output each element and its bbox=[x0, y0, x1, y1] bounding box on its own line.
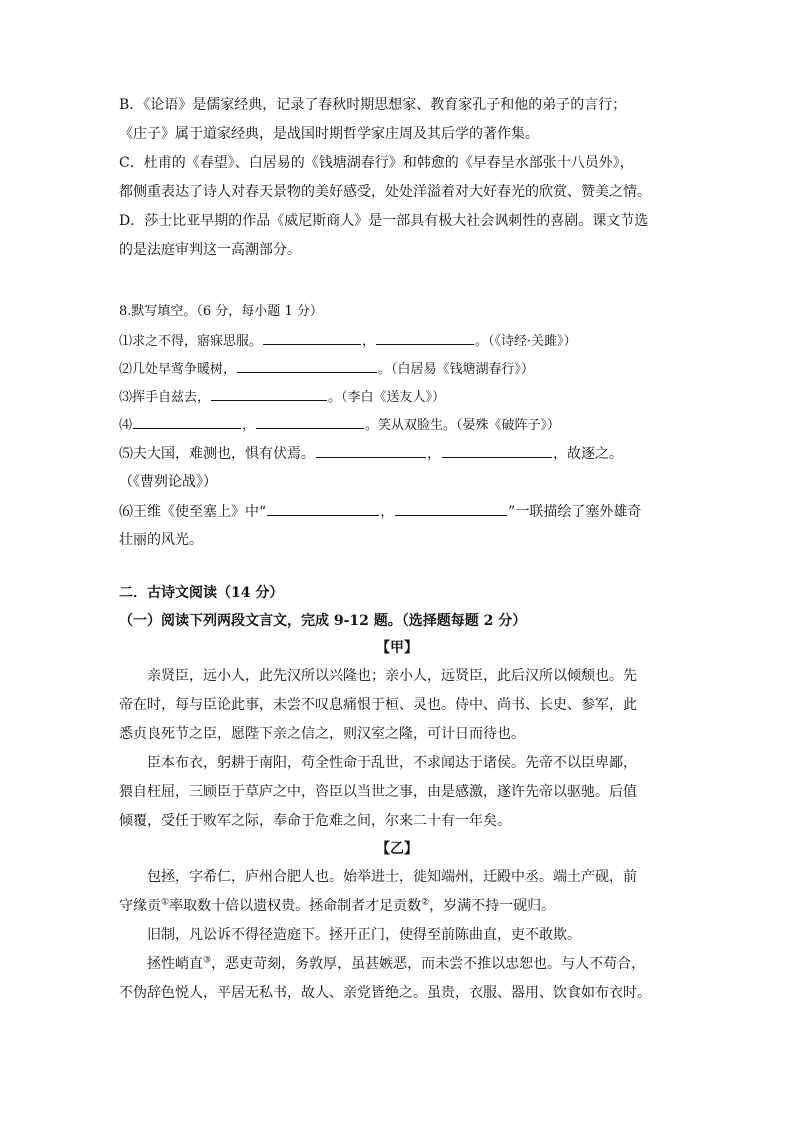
blank-4b[interactable] bbox=[256, 414, 364, 429]
passage-jia-label: 【甲】 bbox=[376, 640, 418, 656]
item-6-text: ⑹王维《使至塞上》中“ bbox=[119, 504, 267, 520]
footnote-marker-3: ③ bbox=[203, 955, 212, 966]
item-1-text: ⑴求之不得，寤寐思服。 bbox=[119, 334, 263, 349]
footnote-marker-1: ① bbox=[161, 897, 170, 908]
item-3-source: 。（李白《送友人》） bbox=[328, 390, 446, 405]
dictation-item-4 bbox=[119, 414, 560, 436]
yi-line-2-c: ，岁满不持一砚归。 bbox=[429, 898, 556, 914]
passage-jia-line-6: 倾覆，受任于败军之际，奉命于危难之间，尔来二十有一年矣。 bbox=[119, 813, 511, 829]
item-6-tail: ”一联描绘了塞外雄奇 bbox=[508, 504, 642, 520]
blank-4a[interactable] bbox=[133, 414, 241, 429]
option-b-line-2: 《庄子》属于道家经典，是战国时期哲学家庄周及其后学的著作集。 bbox=[119, 126, 539, 142]
blank-5b[interactable] bbox=[442, 443, 552, 458]
blank-3[interactable] bbox=[211, 386, 327, 401]
passage-jia-line-2: 帝在时，每与臣论此事，未尝不叹息痛恨于桓、灵也。侍中、尚书、长史、参军，此 bbox=[119, 697, 637, 713]
blank-6a[interactable] bbox=[267, 501, 379, 516]
item-5-text: ⑸夫大国，难测也，惧有伏焉。 bbox=[119, 446, 315, 462]
item-4-comma: ， bbox=[242, 418, 256, 433]
blank-1a[interactable] bbox=[263, 330, 361, 345]
dictation-item-5-source: （《曹刿论战》） bbox=[119, 474, 217, 490]
item-6-comma: ， bbox=[380, 504, 395, 520]
passage-jia-line-5: 猥自枉屈，三顾臣于草庐之中，咨臣以当世之事，由是感激，遂许先帝以驱驰。后值 bbox=[119, 784, 637, 800]
dictation-item-1 bbox=[119, 330, 577, 352]
option-b-line-1: B．《论语》是儒家经典，记录了春秋时期思想家、教育家孔子和他的弟子的言行； bbox=[119, 97, 627, 113]
section-2-subheading: （一）阅读下列两段文言文，完成 9-12 题。（选择题每题 2 分） bbox=[119, 613, 527, 629]
question-8-title: 8.默写填空。（6 分，每小题 1 分） bbox=[119, 304, 323, 319]
item-2-source: 。（白居易《钱塘湖春行》） bbox=[378, 362, 535, 377]
passage-jia-line-1: 亲贤臣，远小人，此先汉所以兴隆也；亲小人，远贤臣，此后汉所以倾颓也。先 bbox=[147, 668, 637, 684]
passage-yi-line-1: 包拯，字希仁，庐州合肥人也。始举进士，徙知端州，迁殿中丞。端土产砚，前 bbox=[147, 869, 637, 885]
item-3-text: ⑶挥手自兹去， bbox=[119, 390, 211, 405]
passage-jia-line-4: 臣本布衣，躬耕于南阳，苟全性命于乱世，不求闻达于诸侯。先帝不以臣卑鄙， bbox=[147, 755, 637, 771]
yi-line-4-b: ，恶吏苛刻，务敦厚，虽甚嫉恶，而未尝不推以忠恕也。与人不苟合， bbox=[211, 956, 646, 972]
option-c-line-2: 都侧重表达了诗人对春天景物的美好感受，处处洋溢着对大好春光的欣赏、赞美之情。 bbox=[119, 184, 651, 200]
option-c-line-1: C．杜甫的《春望》、白居易的《钱塘湖春行》和韩愈的《早春呈水部张十八员外》， bbox=[119, 155, 634, 171]
item-4-number: ⑷ bbox=[119, 418, 133, 433]
item-1-source: 。（《诗经·关雎》） bbox=[475, 334, 577, 349]
item-4-source: 。笑从双脸生。（晏殊《破阵子》） bbox=[365, 418, 561, 433]
option-d-line-1: D．莎士比亚早期的作品《威尼斯商人》是一部具有极大社会讽刺性的喜剧。课文节选 bbox=[119, 213, 649, 229]
dictation-item-6 bbox=[119, 501, 641, 522]
footnote-marker-2: ② bbox=[421, 897, 430, 908]
item-5-comma: ， bbox=[427, 446, 441, 462]
dictation-item-2 bbox=[119, 358, 534, 380]
yi-line-4-a: 拯性峭直 bbox=[147, 956, 203, 972]
passage-yi-line-3: 旧制，凡讼诉不得径造庭下。拯开正门，使得至前陈曲直，吏不敢欺。 bbox=[147, 927, 581, 943]
blank-6b[interactable] bbox=[395, 501, 507, 516]
dictation-item-5 bbox=[119, 443, 623, 464]
option-d-line-2: 的是法庭审判这一高潮部分。 bbox=[119, 242, 301, 258]
passage-yi-line-4 bbox=[147, 954, 645, 974]
yi-line-2-a: 守缘贡 bbox=[119, 898, 161, 914]
blank-1b[interactable] bbox=[376, 330, 474, 345]
blank-2[interactable] bbox=[237, 358, 377, 373]
passage-yi-line-5: 不伪辞色悦人，平居无私书，故人、亲党皆绝之。虽贵，衣服、器用、饮食如布衣时。 bbox=[119, 985, 651, 1001]
item-5-tail: ，故逐之。 bbox=[553, 446, 623, 462]
passage-yi-line-2 bbox=[119, 896, 555, 916]
item-2-text: ⑵几处早莺争暖树， bbox=[119, 362, 237, 377]
dictation-item-6-continuation: 壮丽的风光。 bbox=[119, 532, 203, 548]
blank-5a[interactable] bbox=[316, 443, 426, 458]
passage-jia-line-3: 悉贞良死节之臣，愿陛下亲之信之，则汉室之隆，可计日而待也。 bbox=[119, 726, 525, 742]
yi-line-2-b: 率取数十倍以遗权贵。拯命制者才足贡数 bbox=[169, 898, 422, 914]
passage-yi-label: 【乙】 bbox=[376, 841, 418, 857]
dictation-item-3 bbox=[119, 386, 445, 408]
section-2-heading: 二．古诗文阅读（14 分） bbox=[119, 585, 284, 601]
item-1-comma: ， bbox=[362, 334, 376, 349]
